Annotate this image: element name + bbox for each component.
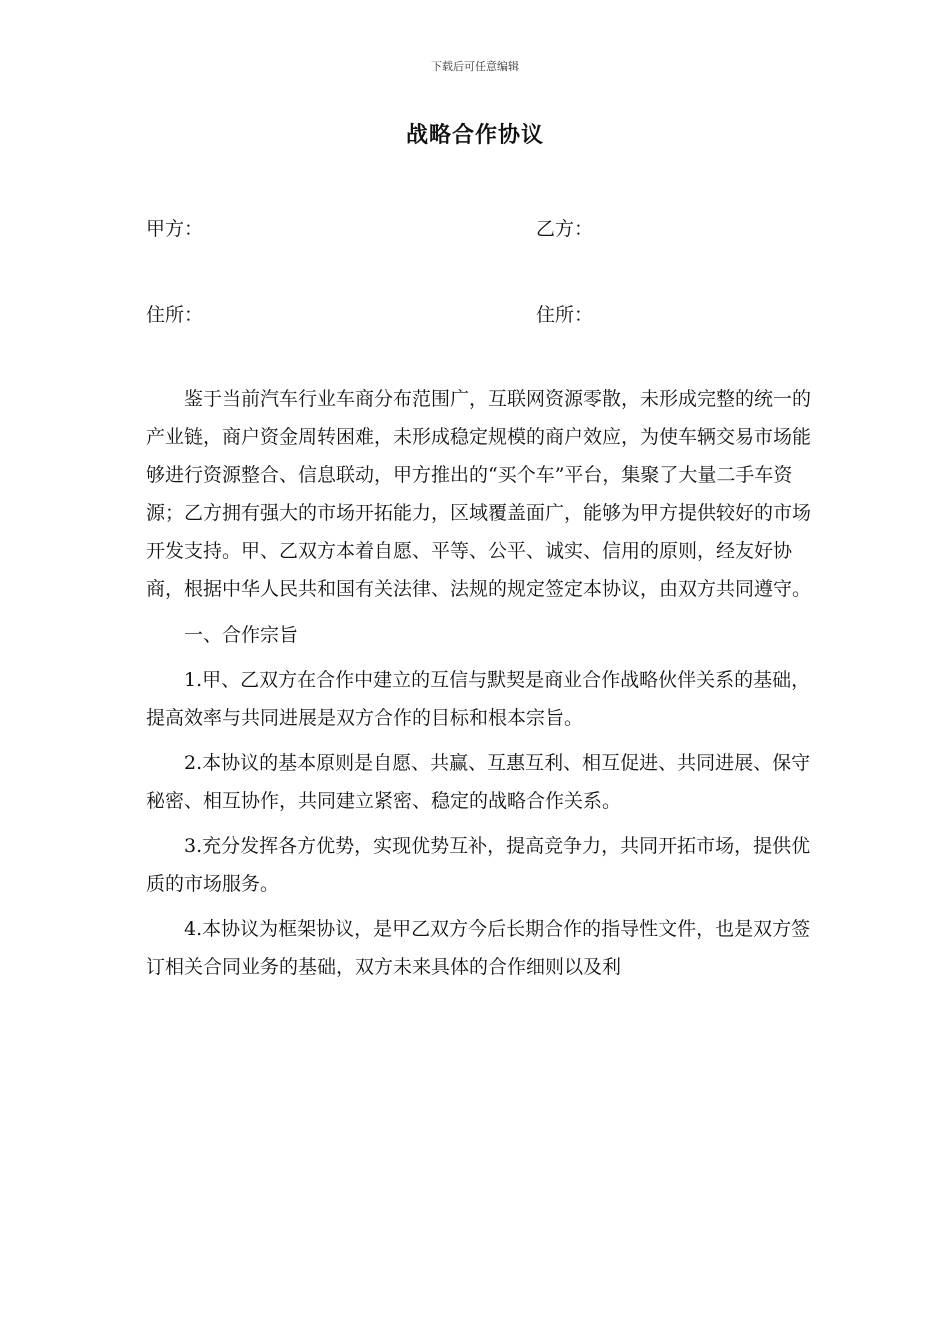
party-b-address-label: 住所： <box>536 304 594 326</box>
clause-4: 4.本协议为框架协议，是甲乙双方今后长期合作的指导性文件，也是双方签订相关合同业务的基础，双方未来具体的合作细则以及利 <box>146 918 811 978</box>
party-a-address-label: 住所： <box>146 304 204 326</box>
intro-paragraph: 鉴于当前汽车行业车商分布范围广，互联网资源零散，未形成完整的统一的产业链，商户资金周转困难，未形成稳定规模的商户效应，为使车辆交易市场能够进行资源整合、信息联动，甲方推出的“买个车”平台，集聚了大量二手车资源；乙方拥有强大的市场开拓能力，区域覆盖面广，能够为甲方提供较好的市场开发支持。甲、乙双方本着自愿、平等、公平、诚实、信用的原则，经友好协商，根据中华人民共和国有关法律、法规的规定签定本协议，由双方共同遵守。 <box>146 388 812 600</box>
clause-3: 3.充分发挥各方优势，实现优势互补，提高竞争力，共同开拓市场，提供优质的市场服务。 <box>146 835 811 895</box>
section-heading: 一、合作宗旨 <box>184 624 299 646</box>
document-body <box>146 380 818 993</box>
clause-1: 1.甲、乙双方在合作中建立的互信与默契是商业合作战略伙伴关系的基础，提高效率与共同进展是双方合作的目标和根本宗旨。 <box>146 669 811 729</box>
party-b-label: 乙方： <box>536 218 594 240</box>
page-header: 下载后可任意编辑 <box>431 60 519 73</box>
party-a-label: 甲方： <box>146 218 204 240</box>
document-title: 战略合作协议 <box>405 122 544 148</box>
clause-2: 2.本协议的基本原则是自愿、共赢、互惠互利、相互促进、共同进展、保守秘密、相互协作，共同建立紧密、稳定的战略合作关系。 <box>146 752 811 812</box>
